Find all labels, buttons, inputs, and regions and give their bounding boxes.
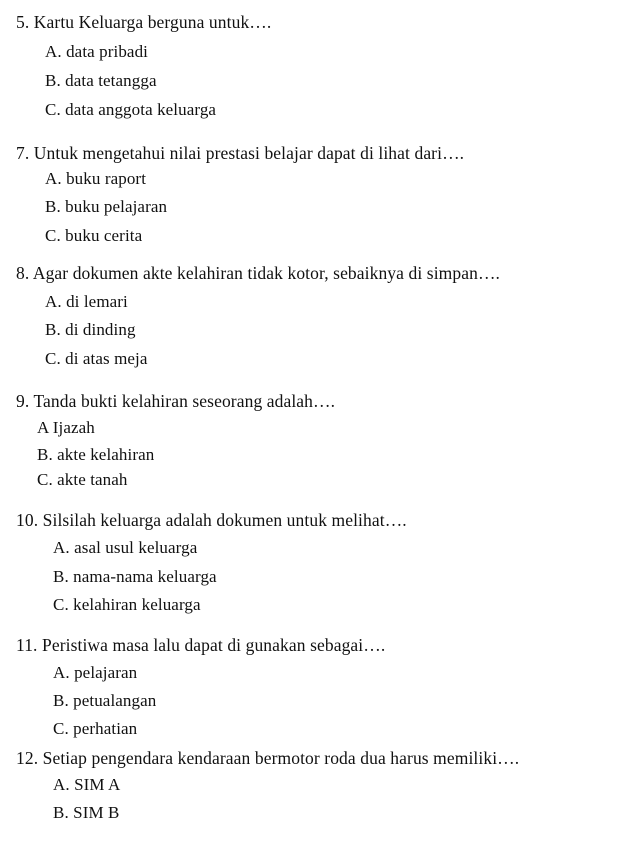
- question-8-option-b: B. di dinding: [45, 320, 136, 339]
- question-10-option-c: C. kelahiran keluarga: [53, 595, 201, 614]
- question-5-text: 5. Kartu Keluarga berguna untuk….: [16, 12, 272, 32]
- question-5-option-a: A. data pribadi: [45, 42, 148, 61]
- question-11-option-b: B. petualangan: [53, 691, 157, 710]
- question-12-text: 12. Setiap pengendara kendaraan bermotor roda dua harus memiliki….: [16, 748, 520, 768]
- question-8-option-a: A. di lemari: [45, 292, 128, 311]
- question-9-text: 9. Tanda bukti kelahiran seseorang adalah….: [16, 391, 336, 411]
- question-7-option-a: A. buku raport: [45, 169, 147, 188]
- question-11-text: 11. Peristiwa masa lalu dapat di gunakan sebagai….: [16, 635, 386, 655]
- question-11-option-a: A. pelajaran: [53, 663, 138, 682]
- question-7-option-b: B. buku pelajaran: [45, 197, 168, 216]
- question-12-option-b: B. SIM B: [53, 803, 120, 822]
- question-9-option-b: B. akte kelahiran: [37, 445, 155, 464]
- question-10-option-a: A. asal usul keluarga: [53, 538, 198, 557]
- question-10-option-b: B. nama-nama keluarga: [53, 567, 217, 586]
- question-7-text: 7. Untuk mengetahui nilai prestasi belajar dapat di lihat dari….: [16, 143, 465, 163]
- question-5-option-c: C. data anggota keluarga: [45, 100, 217, 119]
- question-5-option-b: B. data tetangga: [45, 71, 157, 90]
- question-10-text: 10. Silsilah keluarga adalah dokumen untuk melihat….: [16, 510, 407, 530]
- question-12-option-a: A. SIM A: [53, 775, 121, 794]
- question-11-option-c: C. perhatian: [53, 719, 138, 738]
- question-8-text: 8. Agar dokumen akte kelahiran tidak kotor, sebaiknya di simpan….: [16, 263, 501, 283]
- question-8-option-c: C. di atas meja: [45, 349, 148, 368]
- question-7-option-c: C. buku cerita: [45, 226, 143, 245]
- question-9-option-c: C. akte tanah: [37, 470, 128, 489]
- question-9-option-a: A Ijazah: [37, 418, 95, 437]
